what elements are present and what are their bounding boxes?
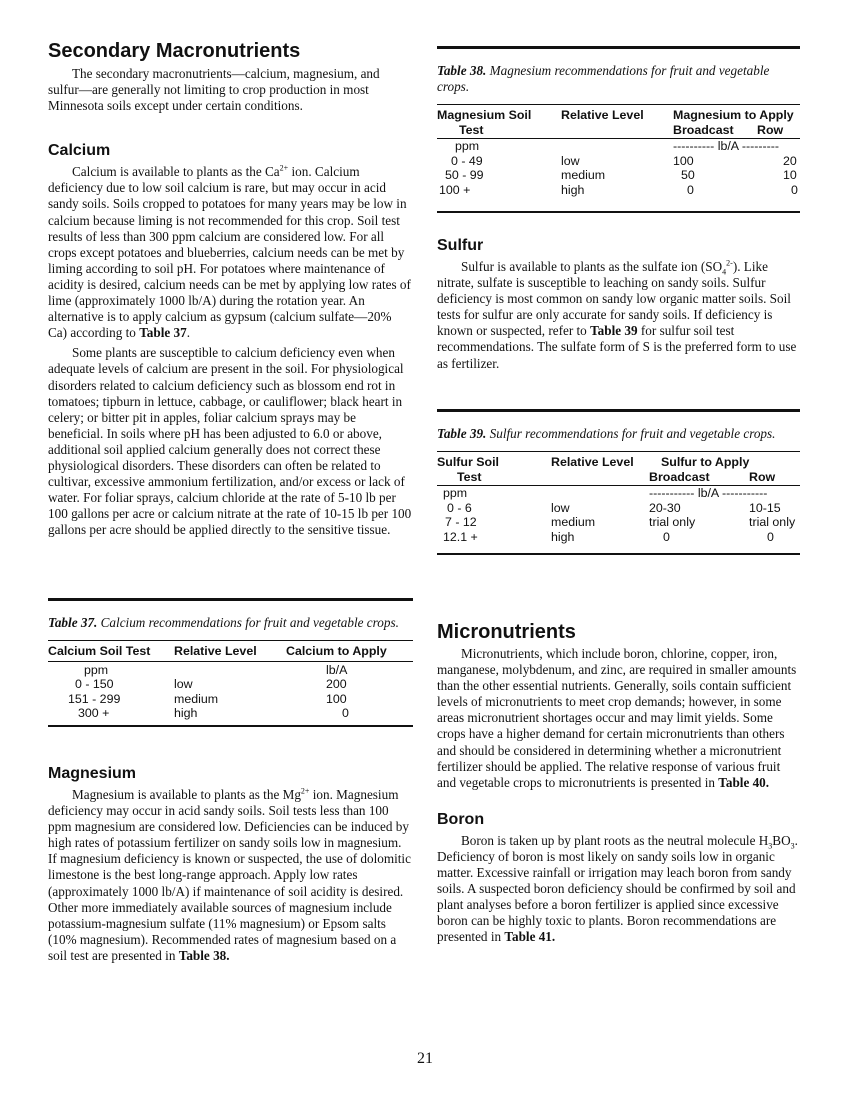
sulfur-section bbox=[437, 236, 800, 372]
calcium-paragraph-1: Calcium is available to plants as the $Ca^{2+}$ ion. Calcium deficiency due to low soil calcium is rare, but may occur in acid sandy soils. Soils cropped to potatoes for many years may be low in calcium because liming is not recommended for this crop. Soil test results of less than 300 ppm calcium are considered low. For all crops except potatoes and blueberries, calcium needs can be met by liming according to soil pH. For potatoes where maintenance of acidity is desired, calcium needs can be met by applying low rates of lime (approximately 1000 lb/A) during the rotation year. An alternative is to apply calcium as gypsum (calcium sulfate—20% Ca) according to Table 37. bbox=[48, 163, 411, 341]
magnesium-heading: Magnesium bbox=[48, 765, 137, 782]
table-header-row: Magnesium Soil Relative Level Magnesium to Apply bbox=[437, 108, 794, 122]
table-row: ppm lb/A bbox=[84, 662, 348, 677]
boron-heading: Boron bbox=[437, 810, 485, 828]
left-column bbox=[48, 40, 413, 538]
table-row: 100 + high 0 0 bbox=[439, 182, 798, 197]
calcium-heading: Calcium bbox=[48, 142, 111, 160]
table-38-caption: Table 38. Magnesium recommendations for fruit and vegetable crops. bbox=[437, 63, 770, 94]
magnesium-paragraph: Magnesium is available to plants as the $Mg^{2+}$ ion. Magnesium deficiency may occur in acid sandy soils. Soil tests less than 100 ppm magnesium are considered low. Deficiencies can be induced by high rates of potassium fertilizer on sandy soils low in magnesium. If magnesium deficiency is known or suspected, the use of dolomitic limestone is the best long-range approach. Apply low rates (approximately 1000 lb/A) if maintenance of soil acidity is desired. Other more immediately available sources of magnesium include potassium-magnesium sulfate (11% magnesium) or Epsom salts (10% magnesium). Recommended rates of magnesium based on a soil test are presented in Table 38. bbox=[48, 786, 411, 963]
micronutrients-section bbox=[437, 621, 800, 946]
boron-paragraph: Boron is taken up by plant roots as the neutral molecule $H_3BO_3$. Deficiency of boron is most likely on sandy soils low in organic matter. Excessive rainfall or irrigation may leach boron from sandy soils. A suspected boron deficiency should be confirmed by soil and plant analyses before a boron fertilizer is applied since excessive boron can be highly toxic to plants. Boron recommendations are presented in Table 41. bbox=[437, 832, 798, 945]
table-37 bbox=[48, 598, 413, 727]
table-39-header bbox=[437, 455, 800, 484]
table-row: 7 - 12 medium trial only trial only bbox=[445, 515, 796, 529]
table-header-row: Sulfur Soil Relative Level Sulfur to Apply bbox=[437, 455, 750, 469]
table-header: Calcium to Apply bbox=[286, 644, 387, 658]
table-row: 50 - 99 medium 50 10 bbox=[445, 168, 797, 182]
secondary-heading: Secondary Macronutrients bbox=[48, 40, 301, 62]
table-38-header bbox=[437, 108, 800, 137]
table-39-body bbox=[437, 486, 800, 544]
table-header: Calcium Soil Test bbox=[48, 644, 151, 658]
table-row: 0 - 49 low 100 20 bbox=[451, 153, 797, 168]
table-37-body bbox=[48, 663, 413, 721]
table-38-body bbox=[437, 139, 800, 197]
sulfur-paragraph: Sulfur is available to plants as the sulfate ion $(SO_4^{2-})$. Like nitrate, sulfate is susceptible to leaching on sandy soils. Sulfur deficiency is most common on sandy low organic matter soils. Soil tests for sulfur are only accurate for sandy soils. If deficiency is known or suspected, refer to Table 39 for sulfur soil test recommendations. The sulfate form of S is the preferred form to use as fertilizer. bbox=[437, 258, 797, 371]
table-37-caption: Table 37. Calcium recommendations for fruit and vegetable crops. bbox=[48, 615, 399, 630]
table-row: 300 + high 0 bbox=[78, 706, 349, 720]
magnesium-section bbox=[48, 764, 413, 964]
table-header-row: Test Broadcast Row bbox=[459, 122, 784, 137]
page-number: 21 bbox=[417, 1050, 433, 1067]
table-header: Relative Level bbox=[174, 644, 257, 658]
table-38 bbox=[437, 46, 800, 213]
micronutrients-heading: Micronutrients bbox=[437, 621, 576, 643]
table-37-grid bbox=[48, 644, 413, 659]
table-row: 0 - 6 low 20-30 10-15 bbox=[447, 500, 781, 515]
table-row: 151 - 299 medium 100 bbox=[68, 691, 347, 706]
micronutrients-paragraph: Micronutrients, which include boron, chlorine, copper, iron, manganese, molybdenum, and zinc, are required in smaller amounts than the other essential nutrients. Generally, soils contain sufficient levels of micronutrients to meet crop demands; however, in some areas micronutrient shortages occur and may limit yields. Some crops have a higher demand for certain micronutrients than others and should be considered in determining whether a micronutrient fertilizer should be applied. The relative response of various fruit and vegetable crops to micronutrients is presented in Table 40. bbox=[437, 646, 797, 790]
calcium-paragraph-2: Some plants are susceptible to calcium deficiency even when adequate levels of calcium are present in the soil. For physiological disorders related to calcium deficiency such as blossom end rot in tomatoes; tipburn in lettuce, cabbage, or cauliflower; black heart in celery; or bitter pit in apples, foliar calcium sprays may be beneficial. In soils where pH has been adjusted to 6.0 or above, additional soil applied calcium generally does not correct these physiological disorders. These disorders can often be related to cultivar, excessive ammonium fertilization, and/or excess or lack of water. For foliar sprays, calcium chloride at the rate of 5-10 lb per 100 gallons per acre or calcium nitrate at the rate of 10-15 lb per 100 gallons per acre should be applied directly to the sensitive tissue. bbox=[48, 345, 412, 538]
table-header-row: Test Broadcast Row bbox=[457, 469, 776, 484]
table-row: ppm ---------- lb/A --------- bbox=[455, 139, 779, 153]
table-39 bbox=[437, 409, 800, 555]
table-row: 12.1 + high 0 0 bbox=[443, 529, 774, 544]
secondary-paragraph: The secondary macronutrients—calcium, magnesium, and sulfur—are generally not limiting to crop production in most Minnesota soils except under certain conditions. bbox=[48, 66, 380, 114]
sulfur-heading: Sulfur bbox=[437, 237, 484, 254]
table-row: ppm ----------- lb/A ----------- bbox=[443, 486, 768, 500]
table-39-caption: Table 39. Sulfur recommendations for fruit and vegetable crops. bbox=[437, 426, 776, 441]
table-row: 0 - 150 low 200 bbox=[75, 677, 347, 691]
table-header-row bbox=[48, 644, 413, 659]
